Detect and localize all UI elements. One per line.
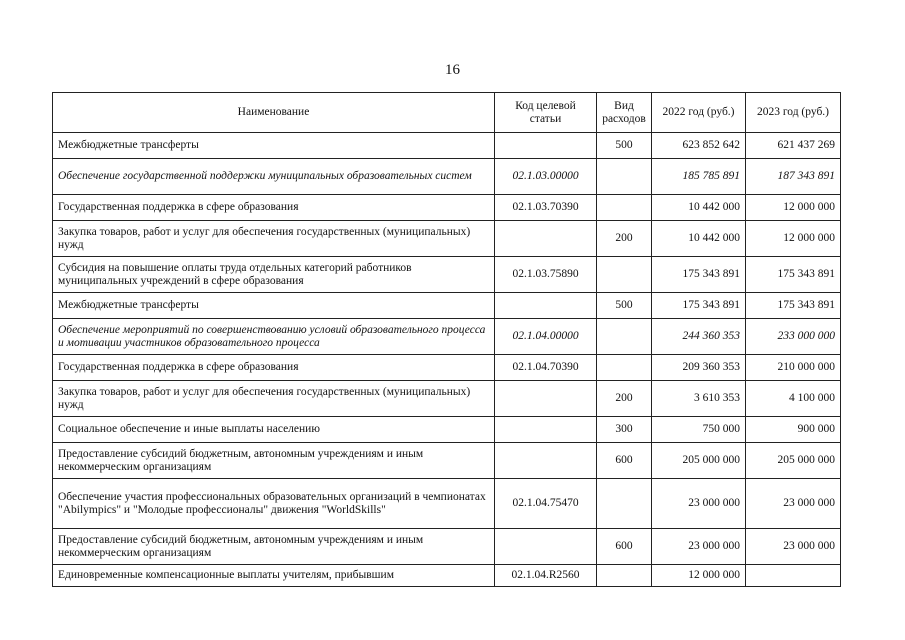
cell-2022: 23 000 000 xyxy=(652,529,746,565)
cell-2022: 23 000 000 xyxy=(652,479,746,529)
cell-vid: 500 xyxy=(597,293,652,319)
table-row xyxy=(53,479,841,529)
cell-vid: 500 xyxy=(597,133,652,159)
header-vid: Вид расходов xyxy=(597,93,652,133)
cell-2022: 205 000 000 xyxy=(652,443,746,479)
cell-code: 02.1.03.75890 xyxy=(495,257,597,293)
table-header-row xyxy=(53,93,841,133)
cell-code: 02.1.04.00000 xyxy=(495,319,597,355)
cell-2022: 750 000 xyxy=(652,417,746,443)
page-number: 16 xyxy=(445,62,460,78)
cell-vid: 200 xyxy=(597,221,652,257)
table-row xyxy=(53,195,841,221)
header-name: Наименование xyxy=(53,93,495,133)
cell-name: Закупка товаров, работ и услуг для обеспечения государственных (муниципальных) нужд xyxy=(53,221,495,257)
table-row xyxy=(53,443,841,479)
cell-name: Закупка товаров, работ и услуг для обеспечения государственных (муниципальных) нужд xyxy=(53,381,495,417)
cell-2022: 185 785 891 xyxy=(652,159,746,195)
cell-code xyxy=(495,443,597,479)
cell-2022: 10 442 000 xyxy=(652,195,746,221)
cell-vid xyxy=(597,479,652,529)
cell-2023: 205 000 000 xyxy=(746,443,841,479)
cell-name: Государственная поддержка в сфере образования xyxy=(53,195,495,221)
cell-vid: 600 xyxy=(597,529,652,565)
cell-2022: 244 360 353 xyxy=(652,319,746,355)
cell-2023: 175 343 891 xyxy=(746,293,841,319)
table-row xyxy=(53,293,841,319)
table-row xyxy=(53,257,841,293)
cell-2023 xyxy=(746,565,841,587)
table-row xyxy=(53,355,841,381)
cell-2023: 23 000 000 xyxy=(746,479,841,529)
cell-name: Социальное обеспечение и иные выплаты населению xyxy=(53,417,495,443)
budget-table xyxy=(52,92,841,587)
cell-code: 02.1.04.R2560 xyxy=(495,565,597,587)
header-2023: 2023 год (руб.) xyxy=(746,93,841,133)
cell-name: Межбюджетные трансферты xyxy=(53,293,495,319)
table-body xyxy=(53,133,841,587)
table-row xyxy=(53,565,841,587)
cell-code xyxy=(495,381,597,417)
cell-name: Предоставление субсидий бюджетным, автономным учреждениям и иным некоммерческим организациям xyxy=(53,529,495,565)
cell-code xyxy=(495,293,597,319)
cell-2023: 210 000 000 xyxy=(746,355,841,381)
cell-code xyxy=(495,529,597,565)
cell-name: Межбюджетные трансферты xyxy=(53,133,495,159)
cell-2022: 623 852 642 xyxy=(652,133,746,159)
cell-name: Субсидия на повышение оплаты труда отдельных категорий работников муниципальных учреждений в сфере образования xyxy=(53,257,495,293)
cell-2023: 175 343 891 xyxy=(746,257,841,293)
cell-2023: 12 000 000 xyxy=(746,195,841,221)
cell-2023: 23 000 000 xyxy=(746,529,841,565)
cell-2022: 209 360 353 xyxy=(652,355,746,381)
cell-vid xyxy=(597,319,652,355)
table-row xyxy=(53,133,841,159)
cell-2022: 175 343 891 xyxy=(652,293,746,319)
cell-name: Обеспечение государственной поддержки муниципальных образовательных систем xyxy=(53,159,495,195)
cell-name: Единовременные компенсационные выплаты учителям, прибывшим xyxy=(53,565,495,587)
cell-2022: 175 343 891 xyxy=(652,257,746,293)
cell-vid xyxy=(597,159,652,195)
cell-2022: 12 000 000 xyxy=(652,565,746,587)
cell-code xyxy=(495,417,597,443)
cell-vid: 600 xyxy=(597,443,652,479)
table-row xyxy=(53,529,841,565)
cell-code xyxy=(495,221,597,257)
cell-code: 02.1.03.00000 xyxy=(495,159,597,195)
cell-vid xyxy=(597,257,652,293)
cell-name: Обеспечение мероприятий по совершенствованию условий образовательного процесса и мотивации участников образовательного процесса xyxy=(53,319,495,355)
cell-2023: 233 000 000 xyxy=(746,319,841,355)
cell-vid: 300 xyxy=(597,417,652,443)
table-row xyxy=(53,319,841,355)
table-row xyxy=(53,417,841,443)
cell-vid xyxy=(597,195,652,221)
table-row xyxy=(53,159,841,195)
cell-2023: 621 437 269 xyxy=(746,133,841,159)
cell-name: Государственная поддержка в сфере образования xyxy=(53,355,495,381)
cell-code xyxy=(495,133,597,159)
cell-code: 02.1.04.75470 xyxy=(495,479,597,529)
table-row xyxy=(53,381,841,417)
cell-vid: 200 xyxy=(597,381,652,417)
header-2022: 2022 год (руб.) xyxy=(652,93,746,133)
table-row xyxy=(53,221,841,257)
cell-name: Предоставление субсидий бюджетным, автономным учреждениям и иным некоммерческим организациям xyxy=(53,443,495,479)
cell-2022: 3 610 353 xyxy=(652,381,746,417)
header-code: Код целевой статьи xyxy=(495,93,597,133)
cell-2023: 4 100 000 xyxy=(746,381,841,417)
cell-name: Обеспечение участия профессиональных образовательных организаций в чемпионатах "Abilympics" и "Молодые профессионалы" движения "WorldSkills" xyxy=(53,479,495,529)
cell-2023: 187 343 891 xyxy=(746,159,841,195)
cell-code: 02.1.03.70390 xyxy=(495,195,597,221)
cell-2023: 900 000 xyxy=(746,417,841,443)
cell-2022: 10 442 000 xyxy=(652,221,746,257)
cell-vid xyxy=(597,565,652,587)
cell-code: 02.1.04.70390 xyxy=(495,355,597,381)
cell-vid xyxy=(597,355,652,381)
cell-2023: 12 000 000 xyxy=(746,221,841,257)
